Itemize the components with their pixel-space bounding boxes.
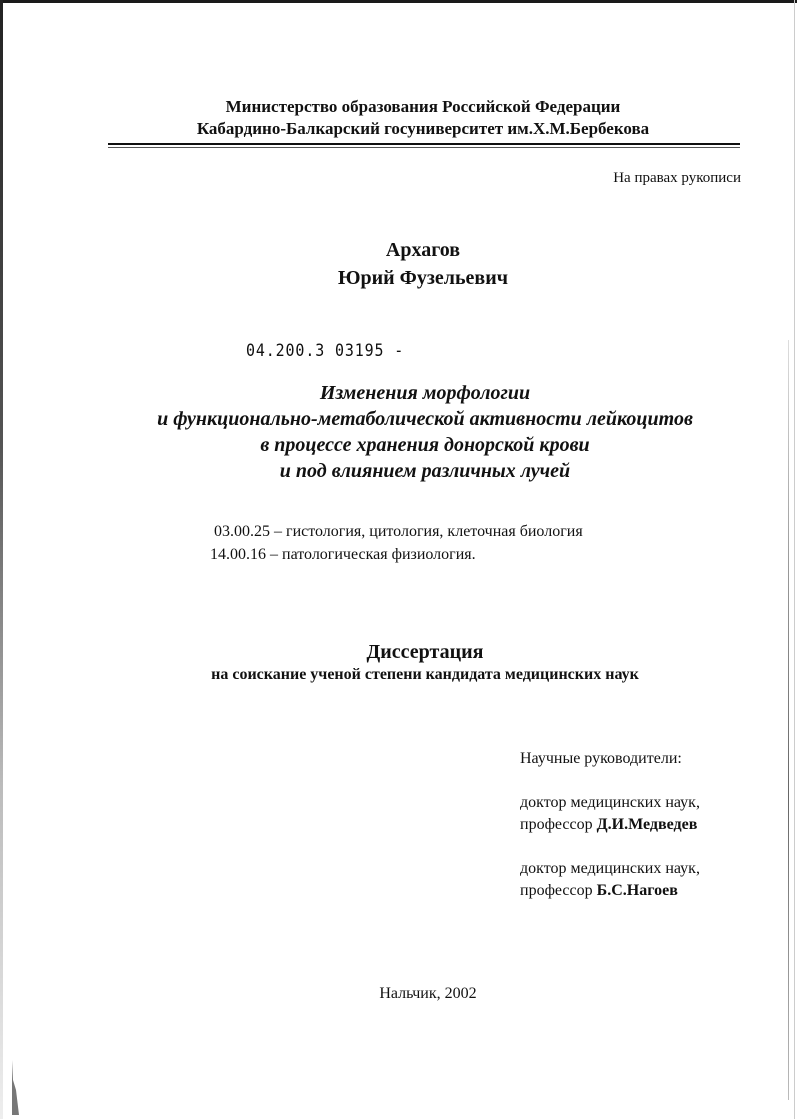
institution-header [0, 96, 797, 140]
header-divider-thin [108, 147, 740, 148]
supervisors-block [520, 748, 700, 924]
author-surname: Архагов [385, 239, 461, 261]
author-block [0, 236, 797, 292]
supervisors-heading: Научные руководители: [520, 750, 682, 767]
university-name: Кабардино-Балкарский госуниверситет им.Х.М.Бербекова [196, 119, 650, 138]
ministry-name: Министерство образования Российской Федерации [225, 97, 621, 116]
title-line: и под влиянием различных лучей [279, 460, 571, 482]
dissertation-label: Диссертация [366, 641, 484, 663]
degree-statement: на соискание ученой степени кандидата медицинских наук [211, 666, 639, 683]
supervisor-entry [520, 858, 700, 902]
supervisor-rank: профессор [520, 816, 593, 833]
supervisor-line [520, 880, 700, 902]
title-line: в процессе хранения донорской крови [260, 434, 590, 456]
rights-note: На правах рукописи [613, 170, 741, 186]
specialty-item: 14.00.16 – патологическая физиология. [210, 546, 476, 563]
supervisor-degree: доктор медицинских наук, [520, 860, 700, 877]
city-year: Нальчик, 2002 [379, 985, 477, 1002]
supervisor-rank: профессор [520, 882, 593, 899]
title-line: и функционально-метаболической активности лейкоцитов [157, 408, 693, 430]
scan-edge-right-outer [794, 0, 795, 1119]
author-name: Юрий Фузельевич [337, 267, 509, 289]
catalog-stamp: 04.200.3 03195 - [246, 341, 405, 361]
header-divider [108, 143, 740, 145]
supervisor-name: Б.С.Нагоев [596, 882, 678, 899]
supervisor-name: Д.И.Медведев [596, 816, 698, 833]
supervisor-line [520, 814, 700, 836]
scan-edge-top [0, 0, 797, 3]
dissertation-title [0, 380, 797, 484]
specialty-item: 03.00.25 – гистология, цитология, клеточная биология [214, 523, 583, 540]
supervisor-degree: доктор медицинских наук, [520, 794, 700, 811]
supervisor-entry [520, 792, 700, 836]
scan-corner-mark [10, 1060, 20, 1115]
title-line: Изменения морфологии [319, 382, 531, 404]
specialty-codes [0, 520, 583, 566]
